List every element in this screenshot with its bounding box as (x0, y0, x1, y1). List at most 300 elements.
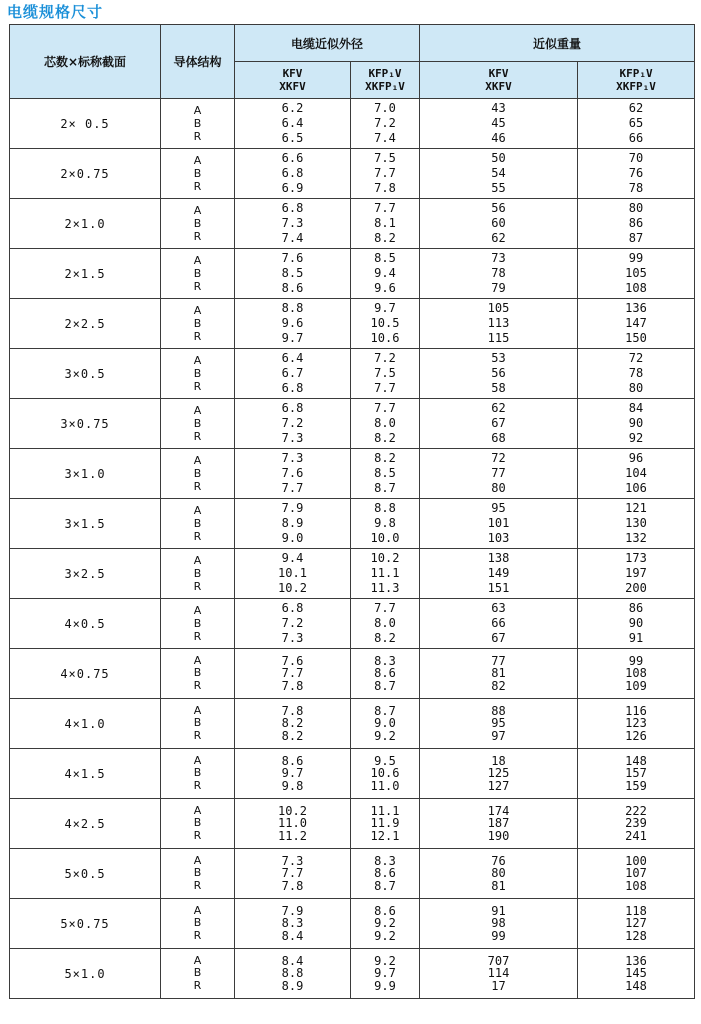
cell-value: 8.2 (281, 716, 304, 731)
cell-value: B (193, 117, 202, 130)
weight-kfv-cell (420, 899, 578, 949)
cell-value: 105 (625, 266, 647, 280)
diameter-kfp1v-cell (351, 349, 420, 399)
cell-value: 7.6 (281, 466, 304, 480)
cell-value: B (193, 517, 202, 530)
diameter-kfp1v-cell (351, 149, 420, 199)
cell-value: 7.3 (281, 216, 304, 230)
cell-value: 58 (491, 381, 506, 395)
cell-value: R (193, 928, 202, 942)
weight-kfp1v-cell (578, 749, 695, 799)
diameter-kfp1v-cell (351, 699, 420, 749)
cell-value: 8.1 (374, 216, 396, 230)
struct-cell (161, 349, 235, 399)
spec-cell: 4×0.5 (10, 599, 161, 649)
weight-kfp1v-cell (578, 549, 695, 599)
table-row (10, 499, 695, 549)
cell-value: 148 (625, 753, 647, 768)
cell-value: B (193, 267, 202, 280)
cell-value: 148 (625, 978, 647, 993)
cell-value: B (193, 467, 202, 480)
cell-value: 150 (625, 331, 647, 345)
weight-kfv-cell (420, 449, 578, 499)
cell-value: 86 (628, 601, 644, 615)
cell-value: 8.2 (374, 451, 396, 465)
spec-cell: 5×1.0 (10, 949, 161, 999)
cell-value: 9.0 (281, 531, 304, 545)
weight-kfp1v-cell (578, 499, 695, 549)
cell-value: 108 (625, 666, 647, 681)
cell-value: 80 (491, 866, 506, 881)
cell-value: 87 (628, 231, 644, 245)
header-row-top (10, 25, 695, 62)
cell-value: 92 (628, 431, 644, 445)
cell-value: 80 (491, 481, 506, 495)
spec-cell: 2×2.5 (10, 299, 161, 349)
cell-value: 67 (491, 631, 506, 645)
weight-kfp1v-cell (578, 149, 695, 199)
cell-value: B (193, 617, 202, 630)
cell-value: 149 (487, 566, 510, 580)
cell-value: R (193, 230, 202, 243)
cell-value: 118 (625, 903, 647, 918)
cell-value: 7.5 (374, 151, 396, 165)
cell-value: 173 (625, 551, 647, 565)
cell-value: 99 (628, 251, 644, 265)
weight-kfv-cell (420, 99, 578, 149)
cell-value: 84 (628, 401, 644, 415)
cell-value: 8.3 (281, 916, 304, 931)
cell-value: 9.7 (374, 966, 396, 981)
cell-value: 114 (487, 966, 510, 981)
cell-value: 7.3 (281, 451, 304, 465)
cell-value: 11.0 (278, 816, 307, 831)
cell-value: 6.4 (281, 116, 304, 130)
header-label: XKFV (485, 80, 512, 93)
spec-cell: 4×1.5 (10, 749, 161, 799)
weight-kfv-cell (420, 699, 578, 749)
cell-value: R (193, 580, 202, 593)
header-diameter-kfp1v (351, 62, 420, 99)
diameter-kfv-cell (235, 549, 351, 599)
cell-value: 10.2 (370, 551, 400, 565)
diameter-kfv-cell (235, 149, 351, 199)
diameter-kfp1v-cell (351, 749, 420, 799)
struct-cell (161, 849, 235, 899)
cell-value: 190 (487, 828, 510, 843)
cell-value: 7.9 (281, 501, 304, 515)
cell-value: A (193, 604, 202, 617)
cell-value: 79 (491, 281, 506, 295)
cell-value: 6.9 (281, 181, 304, 195)
diameter-kfv-cell (235, 699, 351, 749)
header-diameter-group: 电缆近似外径 (235, 25, 420, 62)
cell-value: 56 (491, 366, 506, 380)
cell-value: 7.7 (374, 601, 396, 615)
cell-value: 136 (625, 301, 647, 315)
cell-value: 9.2 (374, 916, 396, 931)
cell-value: 127 (625, 916, 647, 931)
table-row (10, 949, 695, 999)
cell-value: 9.7 (374, 301, 396, 315)
cell-value: 132 (625, 531, 647, 545)
cell-value: 78 (628, 366, 644, 380)
cell-value: 108 (625, 281, 647, 295)
cell-value: R (193, 530, 202, 543)
cell-value: 126 (625, 728, 647, 743)
cell-value: 95 (491, 501, 506, 515)
cell-value: B (193, 167, 202, 180)
cell-value: A (193, 154, 202, 167)
cell-value: 10.1 (278, 566, 307, 580)
cell-value: 103 (487, 531, 510, 545)
cell-value: 7.8 (374, 181, 396, 195)
cell-value: 7.0 (374, 101, 396, 115)
cell-value: 136 (625, 953, 647, 968)
cell-value: 8.5 (281, 266, 304, 280)
cell-value: 62 (628, 101, 644, 115)
table-row (10, 849, 695, 899)
cell-value: 62 (491, 231, 506, 245)
cell-value: 157 (625, 766, 647, 781)
struct-cell (161, 149, 235, 199)
cell-value: 68 (491, 431, 506, 445)
cell-value: 7.7 (374, 201, 396, 215)
cell-value: A (193, 554, 202, 567)
diameter-kfp1v-cell (351, 849, 420, 899)
cell-value: 9.4 (374, 266, 396, 280)
weight-kfv-cell (420, 199, 578, 249)
struct-cell (161, 499, 235, 549)
header-label: XKFP₁V (616, 80, 656, 93)
struct-cell (161, 399, 235, 449)
cell-value: 222 (625, 803, 647, 818)
diameter-kfv-cell (235, 449, 351, 499)
weight-kfp1v-cell (578, 199, 695, 249)
cell-value: 17 (491, 978, 506, 993)
cell-value: 6.8 (281, 401, 304, 415)
cell-value: 121 (625, 501, 647, 515)
cell-value: 241 (625, 828, 647, 843)
cell-value: 9.4 (281, 551, 304, 565)
cell-value: 707 (487, 953, 510, 968)
cell-value: 12.1 (370, 828, 400, 843)
cell-value: 7.7 (374, 381, 396, 395)
cell-value: 10.2 (278, 803, 307, 818)
diameter-kfp1v-cell (351, 549, 420, 599)
cell-value: A (193, 903, 202, 917)
cell-value: 11.1 (370, 803, 400, 818)
cell-value: A (193, 803, 202, 817)
cell-value: 81 (491, 666, 506, 681)
header-label: KFP₁V (619, 67, 653, 80)
table-row (10, 549, 695, 599)
cell-value: R (193, 130, 202, 143)
cell-value: 73 (491, 251, 506, 265)
cell-value: 8.5 (374, 251, 396, 265)
struct-cell (161, 449, 235, 499)
cell-value: 101 (487, 516, 510, 530)
spec-cell: 5×0.75 (10, 899, 161, 949)
diameter-kfp1v-cell (351, 599, 420, 649)
weight-kfp1v-cell (578, 349, 695, 399)
cell-value: 145 (625, 966, 647, 981)
cell-value: 77 (491, 653, 506, 668)
spec-cell: 5×0.5 (10, 849, 161, 899)
cell-value: B (193, 816, 202, 830)
diameter-kfp1v-cell (351, 199, 420, 249)
struct-cell (161, 699, 235, 749)
cell-value: 98 (491, 916, 506, 931)
cell-value: 8.7 (374, 878, 396, 893)
spec-cell: 3×2.5 (10, 549, 161, 599)
cell-value: A (193, 354, 202, 367)
diameter-kfp1v-cell (351, 399, 420, 449)
struct-cell (161, 299, 235, 349)
cell-value: 80 (628, 201, 644, 215)
cell-value: 55 (491, 181, 506, 195)
header-weight-group: 近似重量 (420, 25, 695, 62)
cell-value: R (193, 778, 202, 792)
cell-value: 7.9 (281, 903, 304, 918)
cell-value: 76 (628, 166, 644, 180)
spec-cell: 3×0.5 (10, 349, 161, 399)
cell-value: 99 (628, 653, 644, 668)
weight-kfp1v-cell (578, 899, 695, 949)
cell-value: 10.2 (278, 581, 307, 595)
cell-value: A (193, 753, 202, 767)
spec-cell: 4×2.5 (10, 799, 161, 849)
cell-value: 88 (491, 703, 506, 718)
cell-value: 11.0 (370, 778, 400, 793)
header-label: XKFP₁V (365, 80, 405, 93)
cell-value: 8.9 (281, 516, 304, 530)
cell-value: 7.2 (281, 416, 304, 430)
cell-value: 45 (491, 116, 506, 130)
weight-kfp1v-cell (578, 299, 695, 349)
weight-kfv-cell (420, 499, 578, 549)
weight-kfv-cell (420, 299, 578, 349)
cell-value: B (193, 666, 202, 680)
table-row (10, 699, 695, 749)
cell-value: 54 (491, 166, 506, 180)
table-row (10, 649, 695, 699)
weight-kfp1v-cell (578, 449, 695, 499)
struct-cell (161, 749, 235, 799)
table-row (10, 749, 695, 799)
cell-value: 67 (491, 416, 506, 430)
cell-value: A (193, 454, 202, 467)
weight-kfp1v-cell (578, 699, 695, 749)
cell-value: 7.5 (374, 366, 396, 380)
cell-value: 8.7 (374, 678, 396, 693)
cell-value: 9.6 (281, 316, 304, 330)
cell-value: 107 (625, 866, 647, 881)
cell-value: B (193, 766, 202, 780)
cell-value: 11.9 (370, 816, 400, 831)
diameter-kfp1v-cell (351, 249, 420, 299)
cell-value: 138 (487, 551, 510, 565)
cell-value: 115 (487, 331, 510, 345)
cell-value: 125 (487, 766, 510, 781)
diameter-kfp1v-cell (351, 499, 420, 549)
header-label: KFV (488, 67, 509, 80)
cell-value: 6.2 (281, 101, 304, 115)
diameter-kfv-cell (235, 749, 351, 799)
cell-value: 6.7 (281, 366, 304, 380)
cell-value: 116 (625, 703, 647, 718)
cell-value: 9.2 (374, 953, 396, 968)
cell-value: 50 (491, 151, 506, 165)
struct-cell (161, 549, 235, 599)
cell-value: 7.6 (281, 251, 304, 265)
cell-value: 104 (625, 466, 647, 480)
cell-value: 9.7 (281, 766, 304, 781)
cell-value: 6.4 (281, 351, 304, 365)
cell-value: B (193, 317, 202, 330)
cell-value: A (193, 953, 202, 967)
diameter-kfv-cell (235, 299, 351, 349)
cell-value: 105 (487, 301, 510, 315)
diameter-kfv-cell (235, 849, 351, 899)
struct-cell (161, 599, 235, 649)
cell-value: 90 (628, 416, 644, 430)
weight-kfv-cell (420, 149, 578, 199)
diameter-kfv-cell (235, 799, 351, 849)
cell-value: 76 (491, 853, 506, 868)
cell-value: 151 (487, 581, 510, 595)
cell-value: 9.9 (374, 978, 396, 993)
cell-value: R (193, 630, 202, 643)
cell-value: 8.4 (281, 953, 304, 968)
cell-value: 72 (628, 351, 644, 365)
cell-value: 10.0 (370, 531, 400, 545)
cell-value: 7.2 (374, 116, 396, 130)
cell-value: 8.8 (374, 501, 396, 515)
cell-value: 8.5 (374, 466, 396, 480)
cell-value: 9.2 (374, 728, 396, 743)
cell-value: 8.0 (374, 616, 396, 630)
cell-value: 8.6 (374, 666, 396, 681)
weight-kfp1v-cell (578, 399, 695, 449)
cell-value: 97 (491, 728, 506, 743)
diameter-kfp1v-cell (351, 799, 420, 849)
header-label: KFP₁V (368, 67, 402, 80)
cell-value: 8.0 (374, 416, 396, 430)
cell-value: R (193, 330, 202, 343)
spec-cell: 2×0.75 (10, 149, 161, 199)
weight-kfp1v-cell (578, 599, 695, 649)
cell-value: 128 (625, 928, 647, 943)
diameter-kfv-cell (235, 399, 351, 449)
cell-value: 10.6 (370, 331, 400, 345)
cell-value: 62 (491, 401, 506, 415)
header-diameter-kfv (235, 62, 351, 99)
cell-value: 53 (491, 351, 506, 365)
cell-value: 6.8 (281, 201, 304, 215)
cell-value: 7.3 (281, 431, 304, 445)
cell-value: 123 (625, 716, 647, 731)
cell-value: 82 (491, 678, 506, 693)
cell-value: 63 (491, 601, 506, 615)
cell-value: 8.6 (374, 866, 396, 881)
diameter-kfv-cell (235, 349, 351, 399)
cell-value: 8.8 (281, 966, 304, 981)
weight-kfv-cell (420, 349, 578, 399)
weight-kfv-cell (420, 649, 578, 699)
cell-value: 78 (491, 266, 506, 280)
cell-value: 96 (628, 451, 644, 465)
diameter-kfv-cell (235, 199, 351, 249)
table-row (10, 799, 695, 849)
cell-value: B (193, 966, 202, 980)
cell-value: 7.4 (374, 131, 396, 145)
cell-value: B (193, 866, 202, 880)
cell-value: 9.8 (374, 516, 396, 530)
cell-value: 70 (628, 151, 644, 165)
weight-kfv-cell (420, 949, 578, 999)
cell-value: 197 (625, 566, 647, 580)
weight-kfv-cell (420, 599, 578, 649)
table-row (10, 449, 695, 499)
diameter-kfp1v-cell (351, 949, 420, 999)
diameter-kfp1v-cell (351, 99, 420, 149)
weight-kfv-cell (420, 749, 578, 799)
cell-value: 91 (491, 903, 506, 918)
spec-cell: 2×1.0 (10, 199, 161, 249)
cell-value: A (193, 853, 202, 867)
cell-value: R (193, 380, 202, 393)
cell-value: B (193, 716, 202, 730)
cell-value: 187 (487, 816, 510, 831)
header-weight-kfp1v (578, 62, 695, 99)
cell-value: R (193, 480, 202, 493)
cell-value: 6.5 (281, 131, 304, 145)
weight-kfv-cell (420, 549, 578, 599)
weight-kfp1v-cell (578, 799, 695, 849)
cell-value: 130 (625, 516, 647, 530)
spec-cell: 3×1.5 (10, 499, 161, 549)
cell-value: A (193, 703, 202, 717)
cell-value: 90 (628, 616, 644, 630)
cable-spec-table (9, 24, 695, 999)
spec-cell: 2× 0.5 (10, 99, 161, 149)
cell-value: 100 (625, 853, 647, 868)
cell-value: 10.5 (370, 316, 400, 330)
cell-value: 43 (491, 101, 506, 115)
cell-value: 66 (491, 616, 506, 630)
cell-value: 108 (625, 878, 647, 893)
cell-value: A (193, 304, 202, 317)
diameter-kfv-cell (235, 249, 351, 299)
cell-value: R (193, 430, 202, 443)
struct-cell (161, 249, 235, 299)
weight-kfv-cell (420, 849, 578, 899)
cell-value: 7.7 (281, 481, 304, 495)
cell-value: 72 (491, 451, 506, 465)
cell-value: 91 (628, 631, 644, 645)
cell-value: 159 (625, 778, 647, 793)
cell-value: 77 (491, 466, 506, 480)
cell-value: 7.7 (374, 401, 396, 415)
cell-value: R (193, 728, 202, 742)
cell-value: 78 (628, 181, 644, 195)
cell-value: 7.6 (281, 653, 304, 668)
cell-value: 46 (491, 131, 506, 145)
table-row (10, 599, 695, 649)
cell-value: 10.6 (370, 766, 400, 781)
cell-value: 11.3 (370, 581, 400, 595)
